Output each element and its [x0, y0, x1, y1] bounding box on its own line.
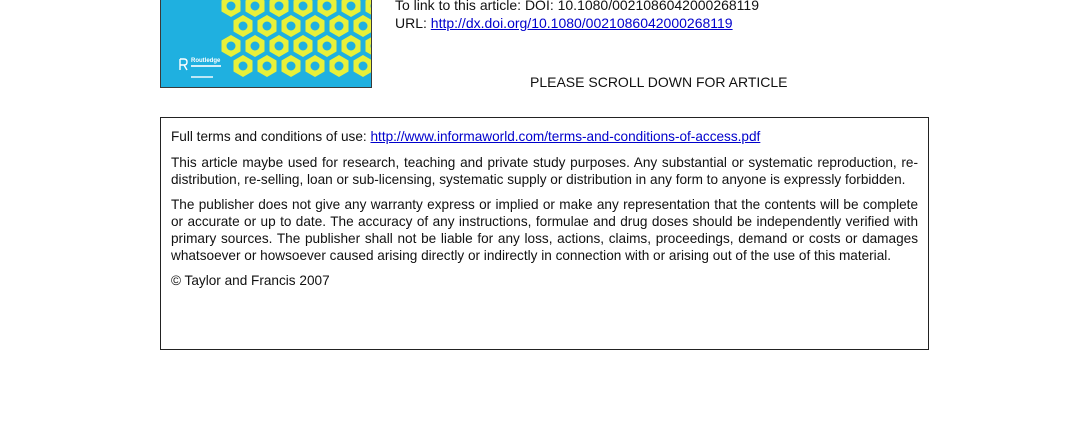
cover-pattern-dot	[323, 2, 332, 11]
cover-pattern-dot	[287, 62, 296, 71]
cover-pattern-dot	[239, 22, 248, 31]
cover-pattern-dot	[335, 62, 344, 71]
cover-pattern-dot	[323, 42, 332, 51]
cover-pattern-dot	[239, 62, 248, 71]
cover-pattern-dot	[227, 2, 236, 11]
cover-pattern-dot	[359, 62, 368, 71]
doi-line	[395, 0, 759, 13]
doi-value: 10.1080/00210860420002681​19	[557, 0, 760, 13]
cover-pattern-dot	[311, 62, 320, 71]
usage-paragraph: This article maybe used for research, teaching and private study purposes. Any substantial or systematic reproduction, re-distribution, re-selling, loan or sub-licensing, systematic supply or distribution in any form to anyone is expressly forbidden.	[171, 155, 918, 187]
cover-pattern-dot	[251, 2, 260, 11]
cover-pattern-dot	[347, 2, 356, 11]
cover-pattern-dot	[251, 42, 260, 51]
cover-pattern-hexagon	[366, 0, 373, 17]
cover-publisher-tagline	[191, 65, 221, 67]
cover-pattern-dot	[275, 2, 284, 11]
cover-issn-line	[191, 76, 213, 78]
cover-pattern-dot	[359, 22, 368, 31]
cover-pattern-dot	[299, 42, 308, 51]
cover-pattern-dot	[263, 62, 272, 71]
url-line	[395, 15, 733, 31]
article-url-link[interactable]: http://dx.doi.org/10.1080/00210860420002681​19	[430, 15, 733, 31]
cover-pattern-dot	[335, 22, 344, 31]
cover-pattern-hexagon	[366, 35, 373, 57]
terms-link[interactable]: http://www.informaworld.com/terms-and-conditions-of-access.pdf	[370, 129, 761, 144]
journal-cover	[160, 0, 372, 88]
cover-pattern-dot	[275, 42, 284, 51]
cover-pattern-dot	[263, 22, 272, 31]
terms-link-line	[171, 128, 918, 145]
doi-label: To link to this article: DOI:	[395, 0, 558, 13]
url-label: URL:	[395, 15, 431, 31]
routledge-logo-icon	[179, 58, 188, 71]
copyright-notice: © Taylor and Francis 2007	[171, 273, 330, 288]
cover-pattern	[161, 0, 372, 88]
cover-publisher-name: Routledge	[191, 58, 221, 64]
cover-pattern-dot	[287, 22, 296, 31]
terms-label: Full terms and conditions of use:	[171, 129, 371, 144]
cover-pattern-dot	[347, 42, 356, 51]
warranty-paragraph: The publisher does not give any warranty express or implied or make any representation that the contents will be complete or accurate or up to date. The accuracy of any instructions, formulae and drug doses should be independently verified with primary sources. The publisher shall not be liable for any loss, actions, claims, proceedings, demand or costs or damages whatsoever or howsoever caused arising directly or indirectly in connection with or arising out of the use of this material.	[171, 197, 918, 263]
scroll-notice: PLEASE SCROLL DOWN FOR ARTICLE	[530, 74, 788, 90]
cover-pattern-dot	[299, 2, 308, 11]
cover-pattern-dot	[227, 42, 236, 51]
terms-box	[160, 117, 929, 350]
cover-pattern-dot	[311, 22, 320, 31]
